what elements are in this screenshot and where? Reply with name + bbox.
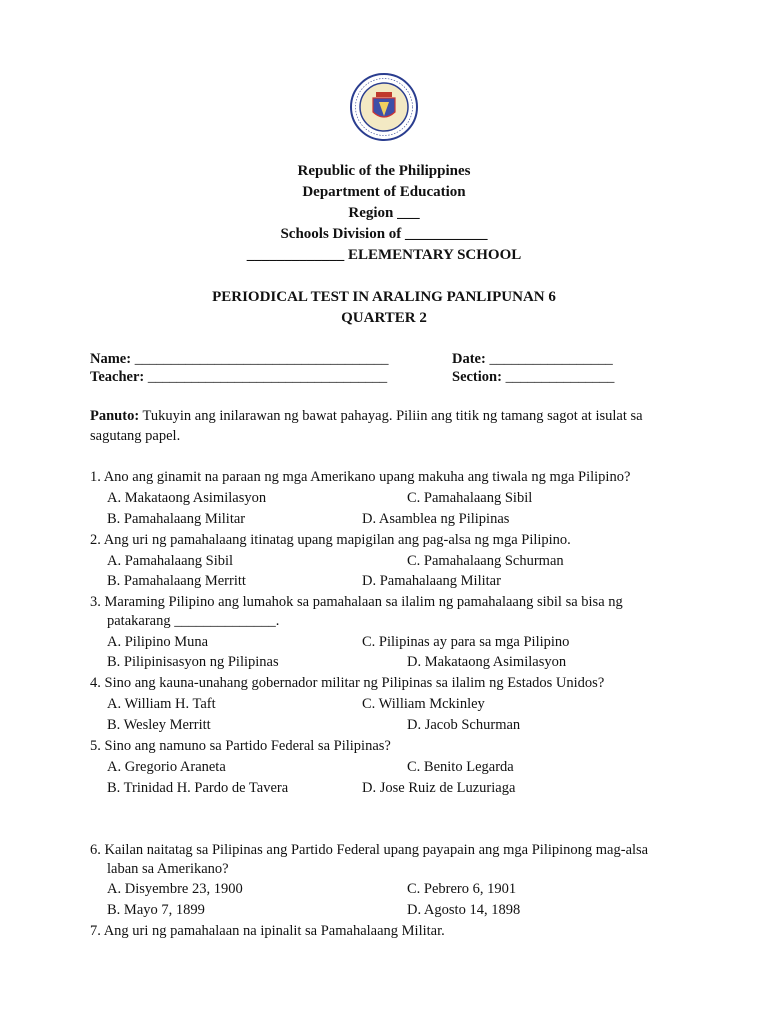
q4-option-b: B. Wesley Merritt — [107, 717, 211, 733]
instructions — [90, 408, 643, 425]
question-6-continued: laban sa Amerikano? — [107, 861, 229, 877]
question-6: 6. Kailan naitatag sa Pilipinas ang Partido Federal upang payapain ang mga Pilipinong mag-alsa — [90, 842, 649, 858]
section-field — [452, 369, 614, 386]
question-3-continued: patakarang ______________. — [107, 613, 280, 629]
question-5: 5. Sino ang namuno sa Partido Federal sa Pilipinas? — [90, 738, 391, 754]
q4-option-a: A. William H. Taft — [107, 696, 216, 712]
q2-option-c: C. Pamahalaang Schurman — [407, 553, 564, 569]
teacher-field — [90, 369, 387, 386]
q3-option-a: A. Pilipino Muna — [107, 634, 209, 650]
section-label: Section: — [452, 369, 502, 385]
name-field — [90, 351, 388, 368]
section-line: _______________ — [505, 369, 615, 385]
q4-option-d: D. Jacob Schurman — [407, 717, 521, 733]
q3-option-c: C. Pilipinas ay para sa mga Pilipino — [362, 634, 570, 650]
q3-option-b: B. Pilipinisasyon ng Pilipinas — [107, 654, 279, 670]
q3-option-d: D. Makataong Asimilasyon — [407, 654, 567, 670]
q5-option-c: C. Benito Legarda — [407, 759, 514, 775]
q5-option-b: B. Trinidad H. Pardo de Tavera — [107, 780, 289, 796]
question-4: 4. Sino ang kauna-unahang gobernador militar ng Pilipinas sa ilalim ng Estados Unidos? — [90, 675, 605, 691]
instructions-continued: sagutang papel. — [90, 428, 181, 444]
q6-option-c: C. Pebrero 6, 1901 — [407, 881, 517, 897]
instructions-text: Tukuyin ang inilarawan ng bawat pahayag. Piliin ang titik ng tamang sagot at isulat sa — [142, 408, 643, 424]
name-label: Name: — [90, 351, 132, 367]
name-line: ___________________________________ — [134, 351, 389, 367]
q2-option-b: B. Pamahalaang Merritt — [107, 573, 246, 589]
test-quarter: QUARTER 2 — [341, 310, 427, 326]
q5-option-d: D. Jose Ruiz de Luzuriaga — [362, 780, 516, 796]
header-division: Schools Division of ___________ — [280, 226, 488, 242]
date-line: _________________ — [489, 351, 613, 367]
q1-option-a: A. Makataong Asimilasyon — [107, 490, 267, 506]
question-7: 7. Ang uri ng pamahalaan na ipinalit sa Pamahalaang Militar. — [90, 923, 445, 939]
deped-seal-logo — [349, 72, 419, 142]
q6-option-d: D. Agosto 14, 1898 — [407, 902, 521, 918]
header-department: Department of Education — [302, 184, 466, 200]
question-3: 3. Maraming Pilipino ang lumahok sa pamahalaan sa ilalim ng pamahalaang sibil sa bisa ng — [90, 594, 623, 610]
header-region: Region ___ — [348, 205, 420, 221]
header-school: _____________ ELEMENTARY SCHOOL — [246, 247, 522, 263]
q4-option-c: C. William Mckinley — [362, 696, 485, 712]
test-title: PERIODICAL TEST IN ARALING PANLIPUNAN 6 — [212, 289, 556, 305]
q1-option-b: B. Pamahalaang Militar — [107, 511, 246, 527]
q6-option-b: B. Mayo 7, 1899 — [107, 902, 205, 918]
q2-option-a: A. Pamahalaang Sibil — [107, 553, 234, 569]
date-field — [452, 351, 613, 368]
teacher-label: Teacher: — [90, 369, 145, 385]
header-republic: Republic of the Philippines — [297, 163, 471, 179]
teacher-line: _________________________________ — [147, 369, 388, 385]
instructions-label: Panuto: — [90, 408, 140, 424]
q6-option-a: A. Disyembre 23, 1900 — [107, 881, 243, 897]
date-label: Date: — [452, 351, 486, 367]
question-1: 1. Ano ang ginamit na paraan ng mga Amerikano upang makuha ang tiwala ng mga Pilipino? — [90, 469, 631, 485]
q1-option-c: C. Pamahalaang Sibil — [407, 490, 533, 506]
q5-option-a: A. Gregorio Araneta — [107, 759, 226, 775]
q2-option-d: D. Pamahalaang Militar — [362, 573, 501, 589]
question-2: 2. Ang uri ng pamahalaang itinatag upang mapigilan ang pag-alsa ng mga Pilipino. — [90, 532, 571, 548]
q1-option-d: D. Asamblea ng Pilipinas — [362, 511, 510, 527]
